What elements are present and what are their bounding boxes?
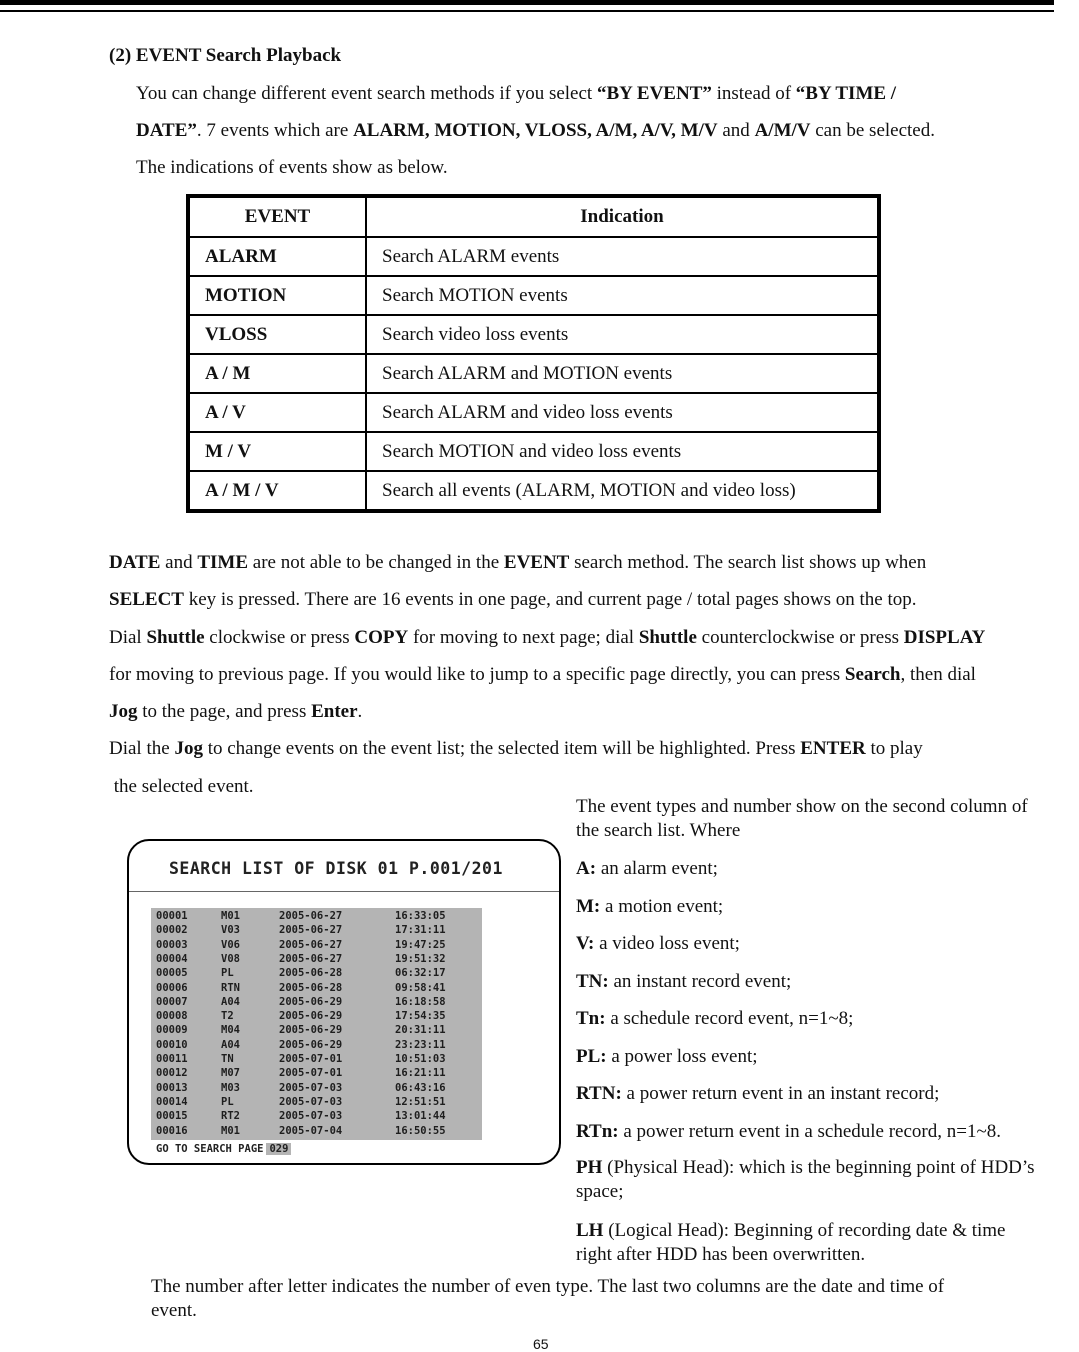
legend-item bbox=[576, 1046, 758, 1068]
legend-item bbox=[576, 896, 723, 918]
list-index: 00010 bbox=[156, 1038, 188, 1051]
list-date: 2005-07-03 bbox=[279, 1095, 343, 1108]
legend-key: A: bbox=[576, 858, 597, 879]
list-time: 17:54:35 bbox=[395, 1010, 446, 1023]
event-table bbox=[186, 194, 881, 513]
list-time: 13:01:44 bbox=[395, 1110, 446, 1123]
list-time: 16:18:58 bbox=[395, 995, 446, 1008]
event-name-cell: ALARM bbox=[188, 237, 366, 276]
intro-line-1: You can change different event search methods if you select “BY EVENT” instead of “BY TIME / bbox=[136, 83, 897, 104]
indication-cell: Search all events (ALARM, MOTION and video loss) bbox=[366, 471, 879, 511]
header-rule-thin bbox=[0, 10, 1054, 12]
list-date: 2005-07-03 bbox=[279, 1110, 343, 1123]
list-date: 2005-07-03 bbox=[279, 1081, 343, 1094]
legend-item bbox=[576, 1008, 853, 1030]
intro-line-3: The indications of events show as below. bbox=[136, 157, 448, 178]
list-event-type: M01 bbox=[221, 910, 240, 922]
legend-item bbox=[576, 971, 791, 993]
list-time: 10:51:03 bbox=[395, 1053, 446, 1065]
header-indication: Indication bbox=[366, 196, 879, 237]
list-index: 00013 bbox=[156, 1081, 188, 1094]
go-to-page-field[interactable]: 029 bbox=[266, 1143, 291, 1155]
list-event-type: V03 bbox=[221, 924, 240, 937]
search-list bbox=[151, 908, 482, 1140]
list-index: 00011 bbox=[156, 1053, 188, 1065]
event-name-cell: VLOSS bbox=[188, 315, 366, 354]
event-name-cell: MOTION bbox=[188, 276, 366, 315]
table-row bbox=[188, 432, 879, 471]
footer-note-2: event. bbox=[151, 1300, 197, 1321]
table-row bbox=[188, 471, 879, 511]
legend-text: an alarm event; bbox=[596, 858, 718, 879]
list-index: 00008 bbox=[156, 1010, 188, 1023]
table-row bbox=[188, 276, 879, 315]
list-event-type: PL bbox=[221, 967, 234, 980]
list-event-type: M03 bbox=[221, 1081, 240, 1094]
indication-cell: Search ALARM and MOTION events bbox=[366, 354, 879, 393]
list-time: 23:23:11 bbox=[395, 1038, 446, 1051]
legend-text: a video loss event; bbox=[594, 933, 740, 954]
body-line-6: Dial the Jog to change events on the event list; the selected item will be highlighted. Press ENTER to play bbox=[109, 738, 923, 759]
list-time: 19:51:32 bbox=[395, 952, 446, 965]
list-event-type: RTN bbox=[221, 981, 240, 994]
list-index: 00005 bbox=[156, 967, 188, 980]
list-date: 2005-06-27 bbox=[279, 952, 343, 965]
list-time: 16:33:05 bbox=[395, 910, 446, 922]
list-event-type: M01 bbox=[221, 1124, 240, 1137]
list-event-type: RT2 bbox=[221, 1110, 240, 1123]
body-line-4: for moving to previous page. If you would like to jump to a specific page directly, you can press Search, then dial bbox=[109, 664, 976, 685]
list-time: 06:43:16 bbox=[395, 1081, 446, 1094]
list-date: 2005-06-28 bbox=[279, 967, 343, 980]
go-to-label: GO TO SEARCH PAGE bbox=[156, 1143, 264, 1155]
legend-text: an instant record event; bbox=[608, 970, 792, 992]
legend-text: a power loss event; bbox=[606, 1045, 758, 1067]
legend-lh-line-2: right after HDD has been overwritten. bbox=[576, 1244, 866, 1265]
list-time: 16:21:11 bbox=[395, 1067, 446, 1080]
legend-ph-line-1: PH (Physical Head): which is the beginning point of HDD’s bbox=[576, 1157, 1035, 1178]
list-event-type: A04 bbox=[221, 995, 240, 1008]
intro-line-2: DATE”. 7 events which are ALARM, MOTION, VLOSS, A/M, A/V, M/V and A/M/V can be selected. bbox=[136, 120, 935, 141]
legend-intro-2: the search list. Where bbox=[576, 820, 741, 841]
list-time: 20:31:11 bbox=[395, 1024, 446, 1037]
legend-key: Tn: bbox=[576, 1008, 606, 1029]
list-time: 09:58:41 bbox=[395, 981, 446, 994]
legend-key: M: bbox=[576, 895, 601, 917]
body-line-5: Jog to the page, and press Enter. bbox=[109, 701, 363, 722]
footer-note-1: The number after letter indicates the number of even type. The last two columns are the date and time of bbox=[151, 1276, 945, 1297]
event-name-cell: M / V bbox=[188, 432, 366, 471]
table-row bbox=[188, 354, 879, 393]
body-line-7: the selected event. bbox=[109, 776, 254, 797]
event-name-cell: A / M bbox=[188, 354, 366, 393]
list-index: 00015 bbox=[156, 1110, 188, 1123]
legend-key: TN: bbox=[576, 970, 609, 992]
legend-text: a schedule record event, n=1~8; bbox=[605, 1008, 854, 1029]
list-date: 2005-06-28 bbox=[279, 981, 343, 994]
list-date: 2005-07-04 bbox=[279, 1124, 343, 1137]
event-name-cell: A / V bbox=[188, 393, 366, 432]
legend-text: a power return event in a schedule record, n=1~8. bbox=[618, 1120, 1001, 1142]
legend-item bbox=[576, 933, 740, 955]
indication-cell: Search MOTION events bbox=[366, 276, 879, 315]
search-list-screen bbox=[127, 839, 561, 1165]
legend-key: RTN: bbox=[576, 1083, 622, 1104]
legend-key: V: bbox=[576, 933, 595, 954]
list-index: 00004 bbox=[156, 952, 188, 965]
list-index: 00001 bbox=[156, 910, 188, 922]
list-time: 17:31:11 bbox=[395, 924, 446, 937]
screen-divider bbox=[129, 891, 559, 892]
list-index: 00016 bbox=[156, 1124, 188, 1137]
indication-cell: Search MOTION and video loss events bbox=[366, 432, 879, 471]
list-index: 00012 bbox=[156, 1067, 188, 1080]
table-header-row bbox=[188, 196, 879, 237]
list-index: 00002 bbox=[156, 924, 188, 937]
list-event-type: M04 bbox=[221, 1024, 240, 1037]
section-title: (2) EVENT Search Playback bbox=[109, 45, 342, 66]
event-name-cell: A / M / V bbox=[188, 471, 366, 511]
list-event-type: T2 bbox=[221, 1010, 234, 1023]
body-line-2: SELECT key is pressed. There are 16 events in one page, and current page / total pages shows on the top. bbox=[109, 589, 917, 610]
list-date: 2005-06-29 bbox=[279, 1024, 343, 1037]
legend-intro-1: The event types and number show on the second column of bbox=[576, 796, 1028, 817]
list-time: 12:51:51 bbox=[395, 1095, 446, 1108]
list-date: 2005-06-27 bbox=[279, 910, 343, 922]
page-number: 65 bbox=[533, 1336, 549, 1352]
list-index: 00009 bbox=[156, 1024, 188, 1037]
legend-item bbox=[576, 1083, 939, 1105]
list-date: 2005-06-29 bbox=[279, 1038, 343, 1051]
table-row bbox=[188, 315, 879, 354]
list-date: 2005-07-01 bbox=[279, 1053, 343, 1065]
list-event-type: V08 bbox=[221, 952, 240, 965]
legend-key: RTn: bbox=[576, 1120, 619, 1142]
list-date: 2005-07-01 bbox=[279, 1067, 343, 1080]
search-list-title: SEARCH LIST OF DISK 01 P.001/201 bbox=[169, 859, 503, 878]
list-time: 19:47:25 bbox=[395, 938, 446, 951]
header-rule bbox=[0, 0, 1054, 5]
legend-ph-line-2: space; bbox=[576, 1181, 624, 1202]
legend-text: a power return event in an instant record; bbox=[621, 1083, 940, 1104]
list-index: 00006 bbox=[156, 981, 188, 994]
list-date: 2005-06-27 bbox=[279, 938, 343, 951]
indication-cell: Search ALARM and video loss events bbox=[366, 393, 879, 432]
list-time: 06:32:17 bbox=[395, 967, 446, 980]
legend-item bbox=[576, 858, 718, 880]
list-index: 00003 bbox=[156, 938, 188, 951]
list-date: 2005-06-27 bbox=[279, 924, 343, 937]
legend-item bbox=[576, 1121, 1001, 1143]
list-event-type: V06 bbox=[221, 938, 240, 951]
legend-text: a motion event; bbox=[600, 895, 724, 917]
legend-lh-line-1: LH (Logical Head): Beginning of recording date & time bbox=[576, 1220, 1006, 1241]
table-row bbox=[188, 237, 879, 276]
list-event-type: A04 bbox=[221, 1038, 240, 1051]
header-event: EVENT bbox=[188, 196, 366, 237]
legend-key: PL: bbox=[576, 1045, 607, 1067]
list-event-type: PL bbox=[221, 1095, 234, 1108]
list-date: 2005-06-29 bbox=[279, 1010, 343, 1023]
indication-cell: Search video loss events bbox=[366, 315, 879, 354]
list-event-type: M07 bbox=[221, 1067, 240, 1080]
indication-cell: Search ALARM events bbox=[366, 237, 879, 276]
go-to-search-page[interactable] bbox=[156, 1143, 291, 1155]
table-row bbox=[188, 393, 879, 432]
list-event-type: TN bbox=[221, 1053, 234, 1065]
body-line-3: Dial Shuttle clockwise or press COPY for moving to next page; dial Shuttle counterclockwise or press DISPLAY bbox=[109, 627, 986, 648]
list-index: 00014 bbox=[156, 1095, 188, 1108]
list-index: 00007 bbox=[156, 995, 188, 1008]
list-date: 2005-06-29 bbox=[279, 995, 343, 1008]
body-line-1: DATE and TIME are not able to be changed in the EVENT search method. The search list shows up when bbox=[109, 552, 927, 573]
list-time: 16:50:55 bbox=[395, 1124, 446, 1137]
